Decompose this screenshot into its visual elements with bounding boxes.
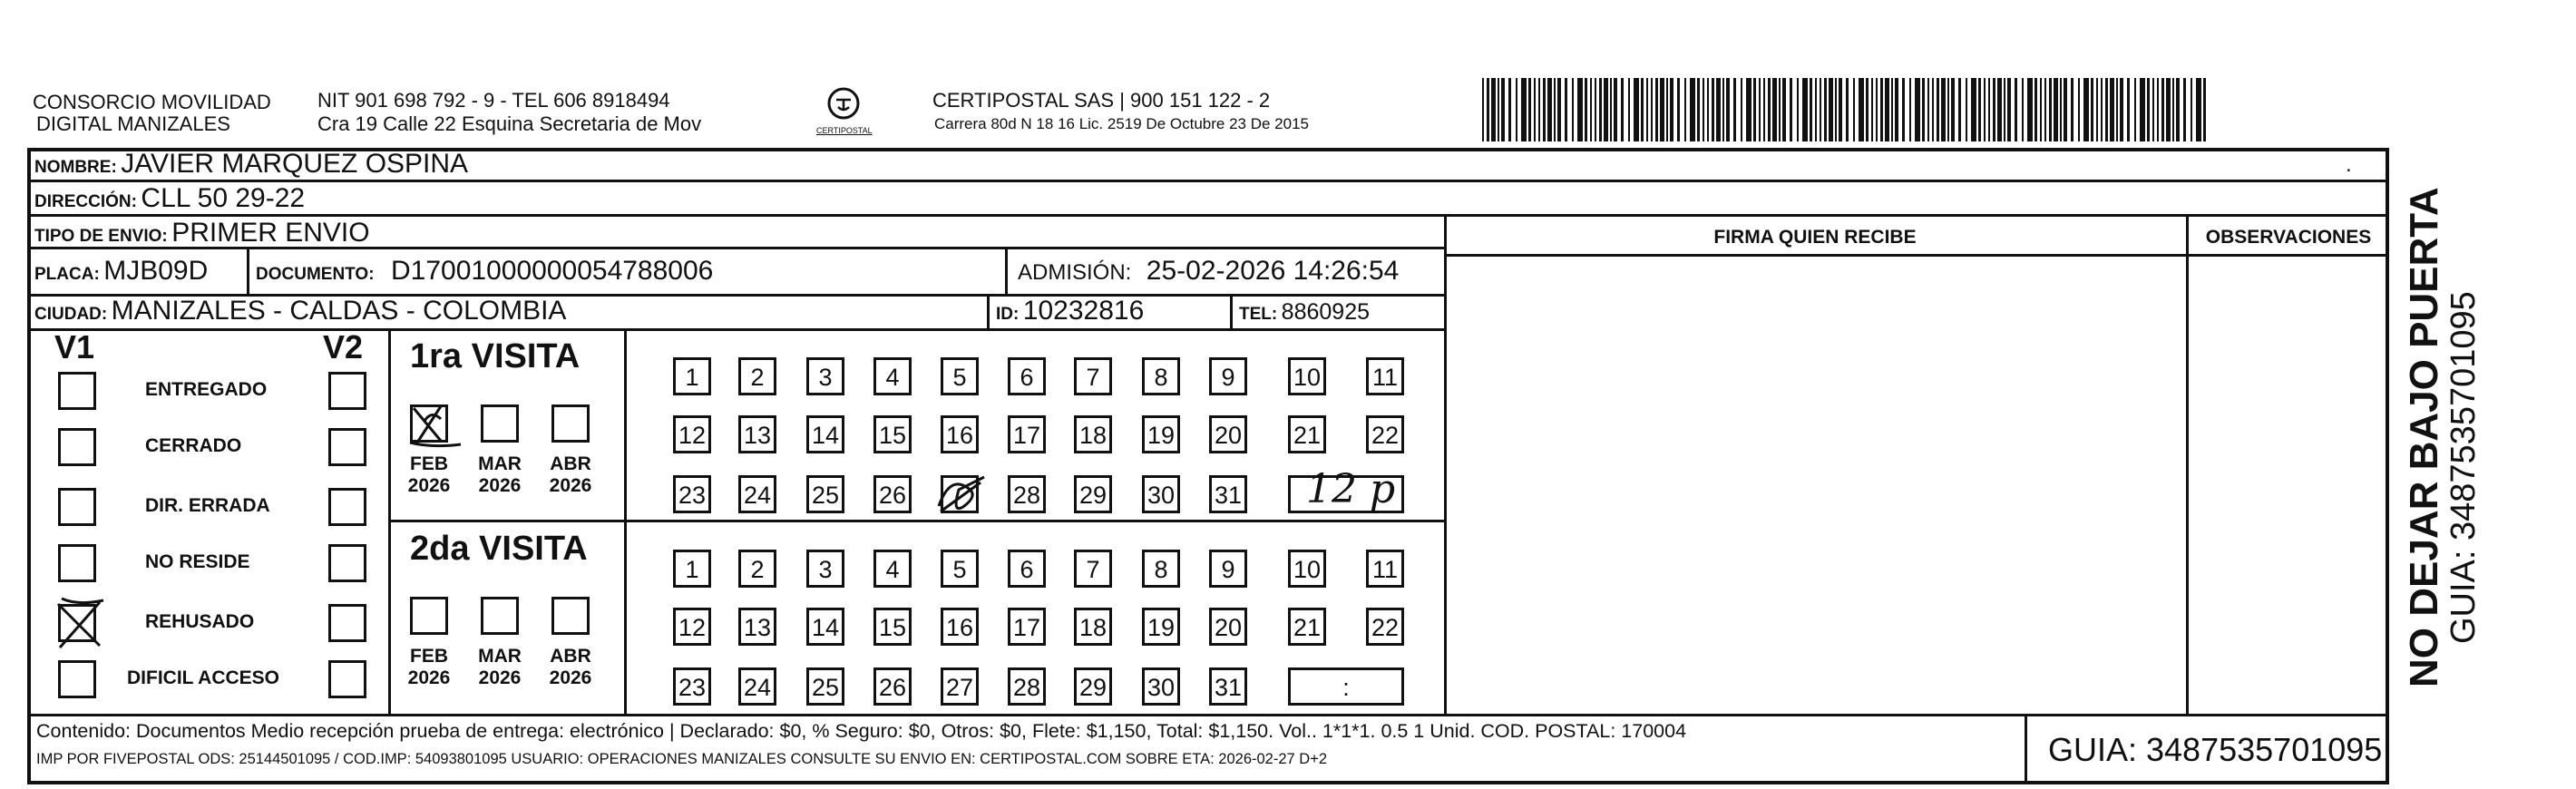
nombre-row	[34, 149, 468, 180]
feb-check-mark-icon	[405, 397, 468, 452]
company-name-line1: CONSORCIO MOVILIDAD	[33, 91, 271, 113]
v1-checkbox[interactable]	[58, 428, 96, 466]
content-line: Contenido: Documentos Medio recepción prueba de entrega: electrónico | Declarado: $0, % Seguro: $0, Otros: $0, Flete: $1,150, Total: $1,150. Vol.. 1*1*1. 0.5 1 Unid. COD. POSTAL: 170004	[36, 720, 1687, 742]
day-box[interactable]: 19	[1142, 415, 1180, 453]
id-row	[996, 296, 1144, 326]
day-box[interactable]: 31	[1209, 667, 1247, 706]
day-box[interactable]: 9	[1209, 357, 1247, 395]
sender-address: Cra 19 Calle 22 Esquina Secretaria de Mov	[317, 112, 702, 135]
day-box[interactable]: 2	[738, 550, 776, 588]
month-label: FEB 2026	[407, 453, 451, 496]
month-label: MAR 2026	[478, 453, 522, 496]
v2-checkbox[interactable]	[328, 488, 366, 526]
company-name-line2: DIGITAL MANIZALES	[36, 112, 230, 135]
day-box[interactable]: 5	[941, 357, 979, 395]
imp-line: IMP POR FIVEPOSTAL ODS: 25144501095 / COD.IMP: 54093801095 USUARIO: OPERACIONES MANIZALES CONSULTE SU ENVIO EN: CERTIPOSTAL.COM SOBRE ETA: 2026-02-27 D+2	[36, 751, 1328, 767]
day-box[interactable]: 22	[1366, 415, 1404, 453]
dot-mark: .	[2346, 152, 2352, 177]
admision-label: ADMISIÓN:	[1018, 260, 1132, 285]
day-box[interactable]: 8	[1142, 357, 1180, 395]
day-box[interactable]: 14	[806, 415, 844, 453]
v2-checkbox[interactable]	[328, 604, 366, 642]
day-box[interactable]: 22	[1366, 608, 1404, 646]
day-box[interactable]: 6	[1008, 550, 1046, 588]
day-box[interactable]: 16	[941, 608, 979, 646]
day-box[interactable]: 10	[1288, 357, 1326, 395]
day-box[interactable]: 18	[1074, 608, 1112, 646]
day-box[interactable]: 6	[1008, 357, 1046, 395]
day-box[interactable]: 21	[1288, 415, 1326, 453]
day-box[interactable]: 11	[1366, 550, 1404, 588]
day-box[interactable]: 1	[673, 550, 711, 588]
day-box[interactable]: 18	[1074, 415, 1112, 453]
logo-text: CERTIPOSTAL	[816, 126, 873, 135]
v2-checkbox[interactable]	[328, 372, 366, 410]
day-box[interactable]: 10	[1288, 550, 1326, 588]
day-box[interactable]: 26	[873, 667, 912, 706]
side-guia: GUIA: 3487535701095	[2444, 291, 2483, 644]
day-box[interactable]: 17	[1008, 608, 1046, 646]
status-label: REHUSADO	[145, 611, 255, 632]
day-box[interactable]: 12	[673, 608, 711, 646]
tel-row	[1239, 299, 1370, 326]
ciudad-value: MANIZALES - CALDAS - COLOMBIA	[111, 296, 567, 326]
day-box[interactable]: 12	[673, 415, 711, 453]
v2-header: V2	[323, 328, 364, 365]
day-scribble-icon	[932, 470, 990, 521]
day-box[interactable]: 25	[806, 667, 844, 706]
v1-checkbox[interactable]	[58, 372, 96, 410]
time-box[interactable]: :	[1288, 667, 1404, 706]
day-box[interactable]: 20	[1209, 415, 1247, 453]
id-value: 10232816	[1022, 296, 1145, 326]
v2-checkbox[interactable]	[328, 660, 366, 698]
month-label: FEB 2026	[407, 646, 451, 688]
documento-label: DOCUMENTO:	[256, 265, 375, 284]
day-box[interactable]: 13	[738, 608, 776, 646]
day-box[interactable]: 30	[1142, 667, 1180, 706]
tel-value: 8860925	[1281, 299, 1370, 325]
day-box[interactable]: 24	[738, 667, 776, 706]
day-box[interactable]: 1	[673, 357, 711, 395]
direccion-label: DIRECCIÓN:	[34, 192, 137, 211]
day-box[interactable]: 3	[806, 550, 844, 588]
month-checkbox[interactable]	[551, 404, 590, 443]
direccion-value: CLL 50 29-22	[141, 183, 306, 213]
day-box[interactable]: 24	[738, 475, 776, 513]
placa-label: PLACA:	[34, 265, 100, 284]
day-box[interactable]: 29	[1074, 475, 1112, 513]
day-box[interactable]: 15	[873, 608, 912, 646]
day-box[interactable]: 8	[1142, 550, 1180, 588]
certipostal-logo	[816, 85, 871, 145]
status-label: DIFICIL ACCESO	[127, 667, 280, 688]
observaciones-header: OBSERVACIONES	[2205, 227, 2372, 248]
documento-row	[256, 256, 713, 287]
day-box[interactable]: 7	[1074, 357, 1112, 395]
placa-value: MJB09D	[103, 256, 209, 286]
day-box[interactable]: 20	[1209, 608, 1247, 646]
carrier-name: CERTIPOSTAL SAS | 900 151 122 - 2	[932, 89, 1271, 112]
documento-value: D17001000000054788006	[391, 256, 714, 286]
tel-label: TEL:	[1239, 305, 1278, 324]
day-box[interactable]: 28	[1008, 475, 1046, 513]
day-box[interactable]: 27	[941, 667, 979, 706]
day-box[interactable]: 26	[873, 475, 912, 513]
v2-checkbox[interactable]	[328, 428, 366, 466]
day-box[interactable]: 11	[1366, 357, 1404, 395]
day-box[interactable]: 19	[1142, 608, 1180, 646]
day-box[interactable]: 14	[806, 608, 844, 646]
tipo-envio-row	[34, 218, 370, 248]
logo-icon	[825, 85, 862, 122]
day-box[interactable]: 16	[941, 415, 979, 453]
month-label: ABR 2026	[549, 453, 592, 496]
day-box[interactable]: 9	[1209, 550, 1247, 588]
nombre-label: NOMBRE:	[34, 158, 117, 177]
day-box[interactable]: 5	[941, 550, 979, 588]
v1-checkbox[interactable]	[58, 660, 96, 698]
guia-box: GUIA: 3487535701095	[2048, 731, 2383, 768]
admision-value: 25-02-2026 14:26:54	[1146, 256, 1400, 286]
status-label: DIR. ERRADA	[145, 495, 270, 516]
direccion-row	[34, 183, 305, 214]
firma-header: FIRMA QUIEN RECIBE	[1713, 227, 1917, 248]
day-box[interactable]: 15	[873, 415, 912, 453]
second-visit-title: 2da VISITA	[410, 530, 588, 568]
month-checkbox[interactable]	[481, 597, 519, 635]
first-visit-title: 1ra VISITA	[410, 337, 581, 375]
barcode	[1482, 78, 2211, 141]
status-label: ENTREGADO	[145, 379, 268, 400]
nit-line: NIT 901 698 792 - 9 - TEL 606 8918494	[317, 89, 670, 112]
day-box[interactable]: 30	[1142, 475, 1180, 513]
status-label: NO RESIDE	[145, 551, 250, 572]
no-dejar-bajo-puerta: NO DEJAR BAJO PUERTA	[2402, 187, 2446, 687]
v1-header: V1	[54, 328, 95, 365]
day-box[interactable]: 25	[806, 475, 844, 513]
day-box[interactable]: 31	[1209, 475, 1247, 513]
month-label: ABR 2026	[549, 646, 592, 688]
day-box[interactable]: 3	[806, 357, 844, 395]
day-box[interactable]: 7	[1074, 550, 1112, 588]
carrier-address: Carrera 80d N 18 16 Lic. 2519 De Octubre 23 De 2015	[934, 115, 1309, 132]
month-label: MAR 2026	[478, 646, 522, 688]
tipo-envio-label: TIPO DE ENVIO:	[34, 227, 168, 246]
v1-checkbox[interactable]	[58, 544, 96, 582]
v1-check-mark-icon	[51, 595, 109, 651]
v2-checkbox[interactable]	[328, 544, 366, 582]
day-box[interactable]: 23	[673, 475, 711, 513]
v1-checkbox[interactable]	[58, 488, 96, 526]
month-checkbox[interactable]	[481, 404, 519, 443]
day-box[interactable]: 28	[1008, 667, 1046, 706]
day-box[interactable]: 17	[1008, 415, 1046, 453]
ciudad-row	[34, 296, 566, 326]
placa-row	[34, 256, 208, 287]
month-checkbox[interactable]	[551, 597, 590, 635]
day-box[interactable]: 21	[1288, 608, 1326, 646]
nombre-value: JAVIER MARQUEZ OSPINA	[121, 149, 469, 179]
day-box[interactable]: 29	[1074, 667, 1112, 706]
day-box[interactable]: 2	[738, 357, 776, 395]
handwritten-time: 12 p	[1306, 466, 1396, 512]
day-box[interactable]: 4	[873, 550, 912, 588]
month-checkbox[interactable]	[410, 597, 448, 635]
day-box[interactable]: 23	[673, 667, 711, 706]
status-label: CERRADO	[145, 435, 242, 456]
id-label: ID:	[996, 305, 1020, 324]
tipo-envio-value: PRIMER ENVIO	[171, 218, 370, 248]
ciudad-label: CIUDAD:	[34, 305, 108, 324]
day-box[interactable]: 13	[738, 415, 776, 453]
admision-row	[1018, 256, 1399, 287]
day-box[interactable]: 4	[873, 357, 912, 395]
